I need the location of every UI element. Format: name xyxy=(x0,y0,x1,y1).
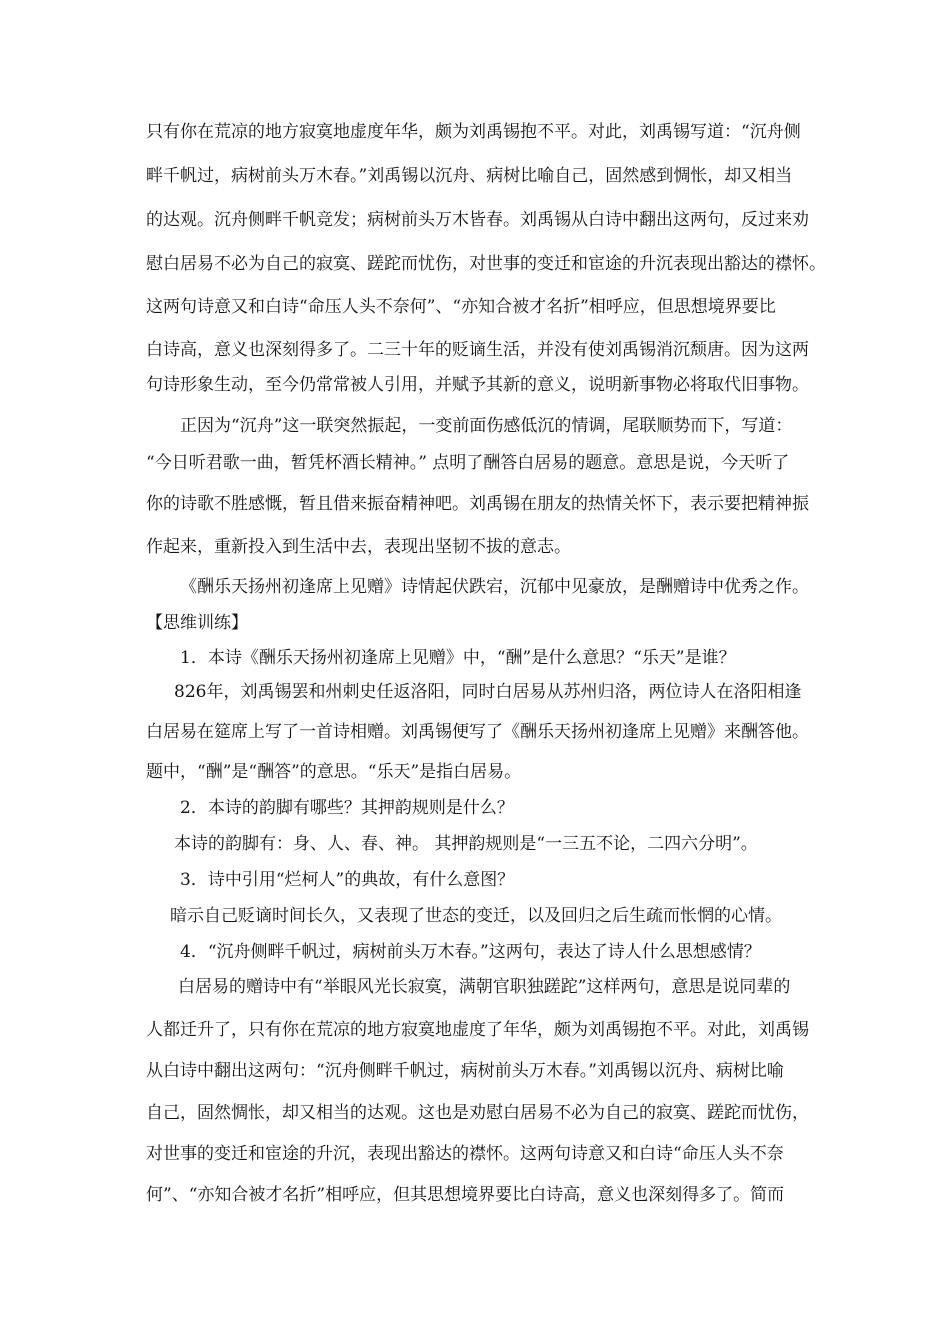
answer-line: 何”、“亦知合被才名折”相呼应，但其思想境界要比白诗高，意义也深刻得多了。简而 xyxy=(146,1185,785,1205)
body-line: 正因为“沉舟”这一联突然振起，一变前面伤感低沉的情调，尾联顺势而下，写道： xyxy=(180,416,793,436)
answer-line: 本诗的韵脚有：身、人、春、神。 其押韵规则是“一三五不论，二四六分明”。 xyxy=(174,834,758,854)
answer-line: 826年，刘禹锡罢和州刺史任返洛阳，同时白居易从苏州归洛，两位诗人在洛阳相逢 xyxy=(174,682,802,702)
answer-line: 白居易的赠诗中有“举眼风光长寂寞，满朝官职独蹉跎”这样两句，意思是说同辈的 xyxy=(178,977,791,997)
question-3: 3．诗中引用“烂柯人”的典故，有什么意图？ xyxy=(180,870,515,890)
answer-line: 自己，固然惆怅，却又相当的达观。这也是劝慰白居易不必为自己的寂寞、蹉跎而忧伤， xyxy=(146,1103,809,1123)
section-heading: 【思维训练】 xyxy=(146,613,248,633)
question-4: 4．“沉舟侧畔千帆过，病树前头万木春。”这两句，表达了诗人什么思想感情？ xyxy=(180,942,761,962)
body-line: 句诗形象生动，至今仍常常被人引用，并赋予其新的意义，说明新事物必将取代旧事物。 xyxy=(146,375,809,395)
body-line: “今日听君歌一曲，暂凭杯酒长精神。” 点明了酬答白居易的题意。意思是说，今天听了 xyxy=(146,453,790,473)
body-line: 只有你在荒凉的地方寂寞地虚度年华，颇为刘禹锡抱不平。对此，刘禹锡写道：“沉舟侧 xyxy=(146,122,801,142)
answer-line: 题中，“酬”是“酬答”的意思。“乐天”是指白居易。 xyxy=(146,762,522,782)
answer-line: 人都迁升了，只有你在荒凉的地方寂寞地虚度了年华，颇为刘禹锡抱不平。对此，刘禹锡 xyxy=(146,1020,809,1040)
body-line: 你的诗歌不胜感慨，暂且借来振奋精神吧。刘禹锡在朋友的热情关怀下，表示要把精神振 xyxy=(146,494,809,514)
body-line: 这两句诗意又和白诗“命压人头不奈何”、“亦知合被才名折”相呼应，但思想境界要比 xyxy=(146,297,776,317)
body-line: 的达观。沉舟侧畔千帆竞发；病树前头万木皆春。刘禹锡从白诗中翻出这两句，反过来劝 xyxy=(146,210,809,230)
answer-line: 暗示自己贬谪时间长久，又表现了世态的变迁，以及回归之后生疏而怅惘的心情。 xyxy=(170,906,782,926)
body-line: 白诗高，意义也深刻得多了。二三十年的贬谪生活，并没有使刘禹锡消沉颓唐。因为这两 xyxy=(146,340,809,360)
answer-line: 从白诗中翻出这两句：“沉舟侧畔千帆过，病树前头万木春。”刘禹锡以沉舟、病树比喻 xyxy=(146,1061,784,1081)
body-line: 作起来，重新投入到生活中去，表现出坚韧不拔的意志。 xyxy=(146,537,571,557)
question-2: 2．本诗的韵脚有哪些？其押韵规则是什么？ xyxy=(180,798,514,818)
question-1: 1．本诗《酬乐天扬州初逢席上见赠》中，“酬”是什么意思？“乐天”是谁？ xyxy=(180,648,736,668)
answer-line: 对世事的变迁和宦途的升沉，表现出豁达的襟怀。这两句诗意又和白诗“命压人头不奈 xyxy=(146,1144,784,1164)
body-line: 《酬乐天扬州初逢席上见赠》诗情起伏跌宕，沉郁中见豪放，是酬赠诗中优秀之作。 xyxy=(180,577,809,597)
answer-line: 白居易在筵席上写了一首诗相赠。刘禹锡便写了《酬乐天扬州初逢席上见赠》来酬答他。 xyxy=(146,722,809,742)
body-line: 慰白居易不必为自己的寂寞、蹉跎而忧伤，对世事的变迁和宦途的升沉表现出豁达的襟怀。 xyxy=(146,254,826,274)
body-line: 畔千帆过，病树前头万木春。”刘禹锡以沉舟、病树比喻自己，固然感到惆怅，却又相当 xyxy=(146,166,793,186)
